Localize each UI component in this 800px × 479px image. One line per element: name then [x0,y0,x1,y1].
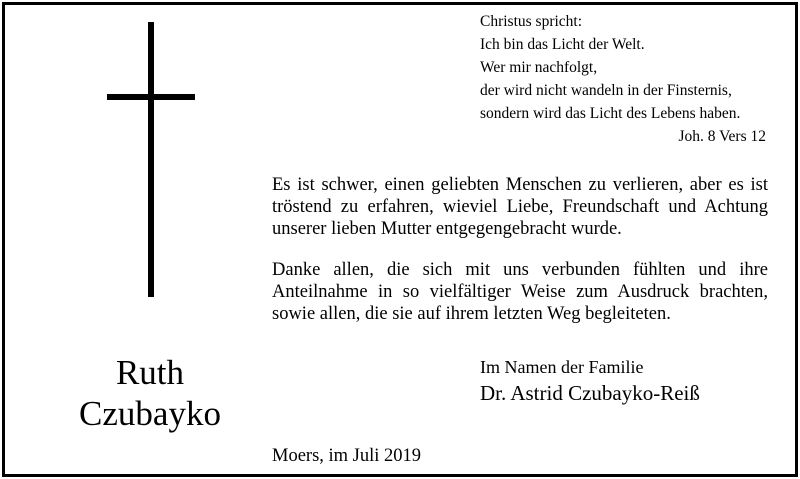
verse-line: Ich bin das Licht der Welt. [480,36,645,53]
verse-line: Christus spricht: [480,13,583,30]
bible-verse [480,10,770,148]
verse-line: Wer mir nachfolgt, [480,59,598,76]
message-paragraph: Es ist schwer, einen geliebten Menschen zu verlieren, aber es ist tröstend zu erfahren, wieviel Liebe, Freundschaft und Achtung unserer lieben Mutter entgegengebracht wurde. [272,175,768,239]
deceased-last-name: Czubayko [79,394,221,433]
deceased-name [50,352,250,434]
cross-vertical-beam [148,22,154,297]
verse-reference: Joh. 8 Vers 12 [678,128,766,145]
cross-horizontal-beam [107,94,195,100]
family-signatory: Dr. Astrid Czubayko-Reiß [480,381,700,405]
verse-line: der wird nicht wandeln in der Finsternis, [480,82,732,99]
place-and-date: Moers, im Juli 2019 [272,446,422,466]
thank-you-message [272,174,768,325]
verse-line: sondern wird das Licht des Lebens haben. [480,105,741,122]
family-intro: Im Namen der Familie [480,357,644,377]
message-paragraph: Danke allen, die sich mit uns verbunden fühlten und ihre Anteilnahme in so vielfältiger Weise zum Ausdruck brachten, sowie allen, die sie auf ihrem letzten Weg begleiteten. [272,260,768,324]
deceased-first-name: Ruth [115,353,185,392]
